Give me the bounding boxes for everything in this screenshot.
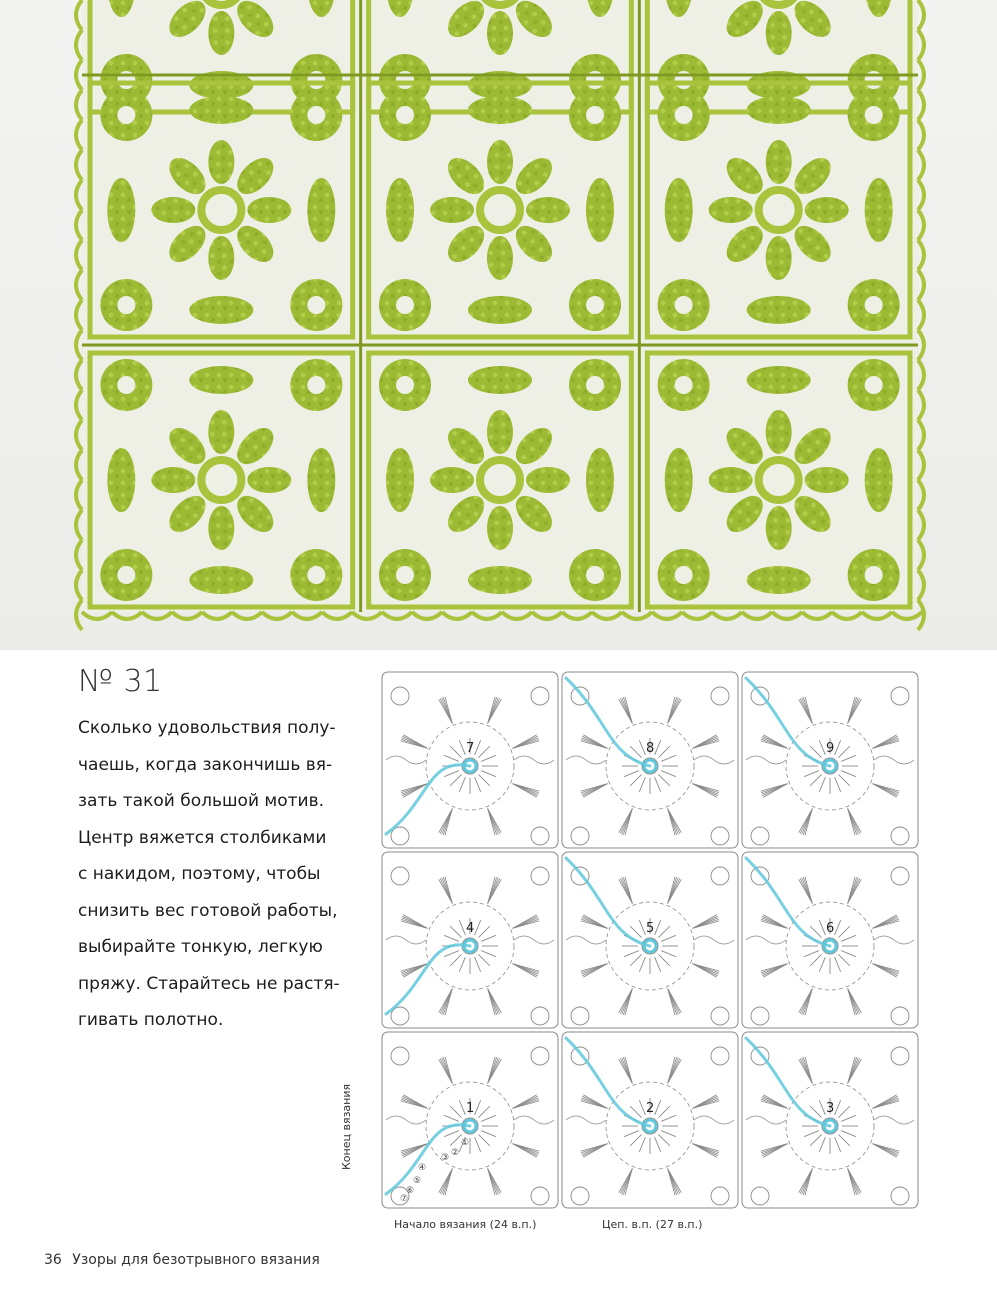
label-start-knitting: Начало вязания (24 в.п.) [394, 1218, 537, 1231]
motif-number-3: 3 [826, 1101, 835, 1116]
page-footer [44, 1252, 320, 1268]
step-number: ⑥ [406, 1186, 415, 1196]
description-line: зать такой большой мотив. [78, 791, 325, 811]
motif-number-7: 7 [466, 741, 475, 756]
description-line: гивать полотно. [78, 1010, 224, 1030]
step-number: ⑤ [413, 1176, 422, 1186]
motif-number-8: 8 [646, 741, 655, 756]
motif-number-6: 6 [826, 921, 835, 936]
step-number: ③ [441, 1153, 450, 1163]
description-line: с накидом, поэтому, чтобы [78, 864, 321, 884]
description-line: чаешь, когда закончишь вя- [78, 754, 333, 775]
description-line: снизить вес готовой работы, [78, 900, 338, 921]
pattern-number: № 31 [78, 664, 163, 699]
motif-number-5: 5 [646, 921, 655, 936]
label-chain-stitches: Цеп. в.п. (27 в.п.) [602, 1218, 703, 1231]
motif-number-2: 2 [646, 1101, 655, 1116]
crochet-chart-diagram [358, 660, 923, 1220]
description-line: выбирайте тонкую, легкую [78, 937, 323, 957]
motif-number-1: 1 [466, 1101, 475, 1116]
label-end-knitting: Конец вязания [340, 1083, 353, 1170]
step-number: ② [451, 1148, 460, 1158]
book-title: Узоры для безотрывного вязания [72, 1252, 320, 1268]
page-number: 36 [44, 1252, 62, 1268]
step-number: ④ [418, 1163, 427, 1173]
step-number: ① [461, 1138, 470, 1148]
description-line: Сколько удовольствия полу- [78, 718, 336, 738]
description-line: Центр вяжется столбиками [78, 827, 327, 848]
motif-number-9: 9 [826, 741, 835, 756]
pattern-description [78, 710, 348, 1039]
step-number: ⑦ [400, 1194, 409, 1204]
description-line: пряжу. Старайтесь не растя- [78, 973, 340, 994]
motif-number-4: 4 [466, 921, 475, 936]
